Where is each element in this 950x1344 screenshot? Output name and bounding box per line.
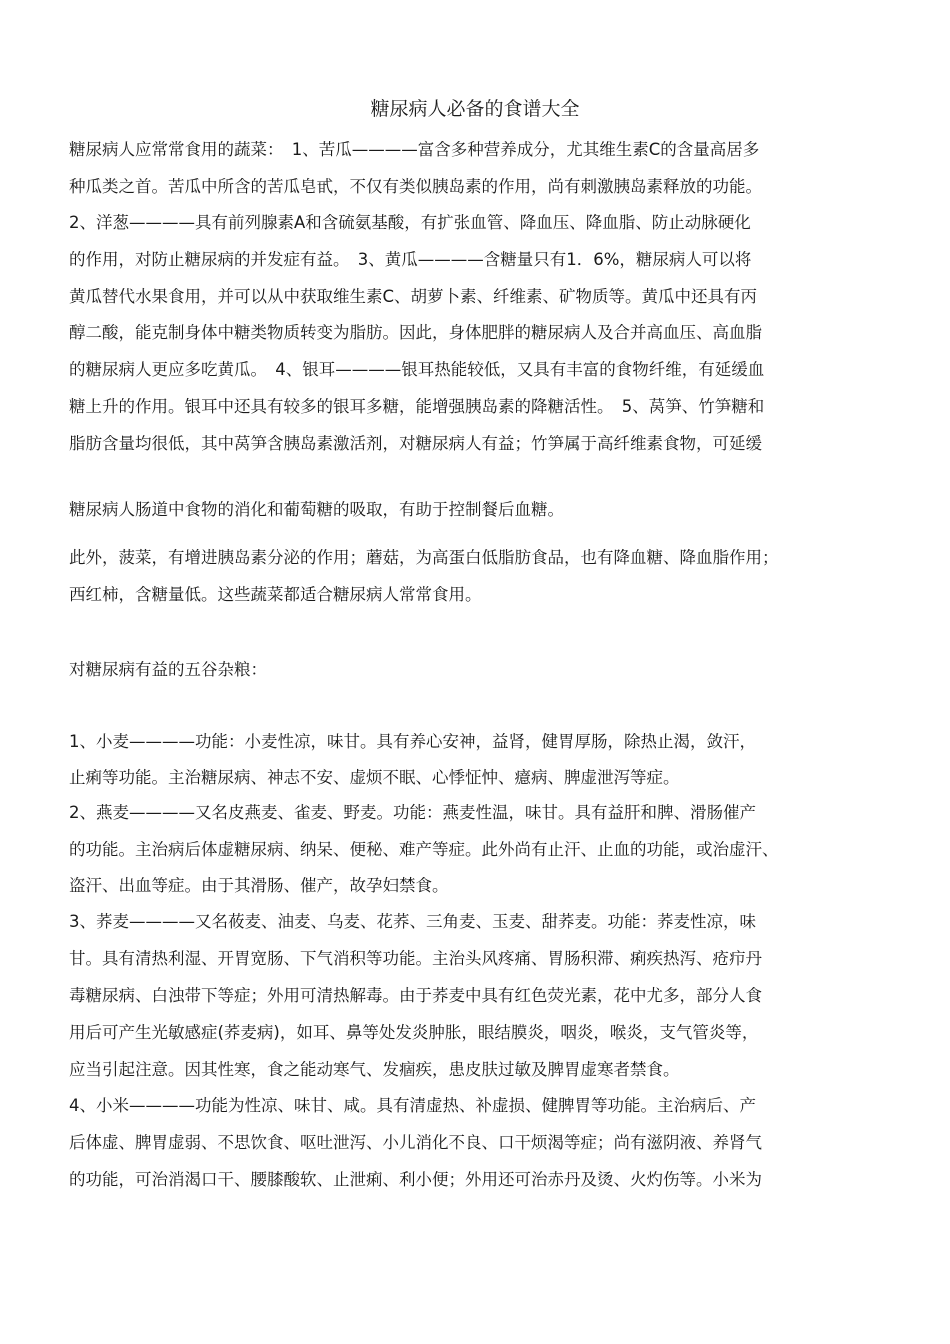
- text-line: 2、燕麦————又名皮燕麦、雀麦、野麦。功能：燕麦性温，味甘。具有益肝和脾、滑肠催产: [69, 803, 756, 822]
- section-heading: 对糖尿病有益的五谷杂粮：: [69, 660, 267, 679]
- text-line: 止痢等功能。主治糖尿病、神志不安、虚烦不眠、心悸怔忡、癔病、脾虚泄泻等症。: [69, 768, 680, 787]
- text-line: 种瓜类之首。苦瓜中所含的苦瓜皂甙，不仅有类似胰岛素的作用，尚有刺激胰岛素释放的功能。: [69, 177, 762, 196]
- text-line: 1、小麦————功能：小麦性凉，味甘。具有养心安神，益肾，健胃厚肠，除热止渴，敛汗，: [69, 732, 756, 751]
- text-line: 2、洋葱————具有前列腺素A和含硫氨基酸，有扩张血管、降血压、降血脂、防止动脉硬化: [69, 213, 751, 232]
- text-line: 糖尿病人肠道中食物的消化和葡萄糖的吸取，有助于控制餐后血糖。: [69, 500, 564, 519]
- text-line: 甘。具有清热利湿、开胃宽肠、下气消积等功能。主治头风疼痛、胃肠积滞、痢疾热泻、疮疖丹: [69, 949, 762, 968]
- text-line: 脂肪含量均很低，其中莴笋含胰岛素激活剂，对糖尿病人有益；竹笋属于高纤维素食物，可延缓: [69, 434, 762, 453]
- text-line: 的糖尿病人更应多吃黄瓜。 4、银耳————银耳热能较低，又具有丰富的食物纤维，有延缓血: [69, 360, 765, 379]
- text-line: 糖上升的作用。银耳中还具有较多的银耳多糖，能增强胰岛素的降糖活性。 5、莴笋、竹笋糖和: [69, 397, 765, 416]
- document-title: 糖尿病人必备的食谱大全: [370, 98, 580, 120]
- text-line: 的作用，对防止糖尿病的并发症有益。 3、黄瓜————含糖量只有1．6%，糖尿病人可以将: [69, 250, 752, 269]
- text-line: 黄瓜替代水果食用，并可以从中获取维生素C、胡萝卜素、纤维素、矿物质等。黄瓜中还具有丙: [69, 287, 758, 306]
- text-line: 4、小米————功能为性凉、味甘、咸。具有清虚热、补虚损、健脾胃等功能。主治病后、产: [69, 1096, 756, 1115]
- text-line: 的功能，可治消渴口干、腰膝酸软、止泄痢、利小便；外用还可治赤丹及烫、火灼伤等。小米为: [69, 1170, 762, 1189]
- text-line: 毒糖尿病、白浊带下等症；外用可清热解毒。由于荞麦中具有红色荧光素，花中尤多，部分人食: [69, 986, 762, 1005]
- text-line: 3、荞麦————又名莜麦、油麦、乌麦、花荞、三角麦、玉麦、甜荞麦。功能：荞麦性凉，味: [69, 912, 756, 931]
- text-line: 西红柿，含糖量低。这些蔬菜都适合糖尿病人常常食用。: [69, 585, 482, 604]
- text-line: 醇二酸，能克制身体中糖类物质转变为脂肪。因此，身体肥胖的糖尿病人及合并高血压、高血脂: [69, 323, 762, 342]
- text-line: 后体虚、脾胃虚弱、不思饮食、呕吐泄泻、小儿消化不良、口干烦渴等症；尚有滋阴液、养肾气: [69, 1133, 762, 1152]
- text-line: 盗汗、出血等症。由于其滑肠、催产，故孕妇禁食。: [69, 876, 449, 895]
- text-line: 的功能。主治病后体虚糖尿病、纳呆、便秘、难产等症。此外尚有止汗、止血的功能，或治虚汗、: [69, 840, 779, 859]
- text-line: 用后可产生光敏感症(荞麦病)，如耳、鼻等处发炎肿胀，眼结膜炎，咽炎，喉炎，支气管炎等，: [69, 1023, 759, 1042]
- text-line: 应当引起注意。因其性寒，食之能动寒气、发痼疾，患皮肤过敏及脾胃虚寒者禁食。: [69, 1060, 680, 1079]
- text-line: 糖尿病人应常常食用的蔬菜： 1、苦瓜————富含多种营养成分，尤其维生素C的含量高居多: [69, 140, 760, 159]
- text-line: 此外，菠菜，有增进胰岛素分泌的作用；蘑菇，为高蛋白低脂肪食品，也有降血糖、降血脂作用；: [69, 548, 779, 567]
